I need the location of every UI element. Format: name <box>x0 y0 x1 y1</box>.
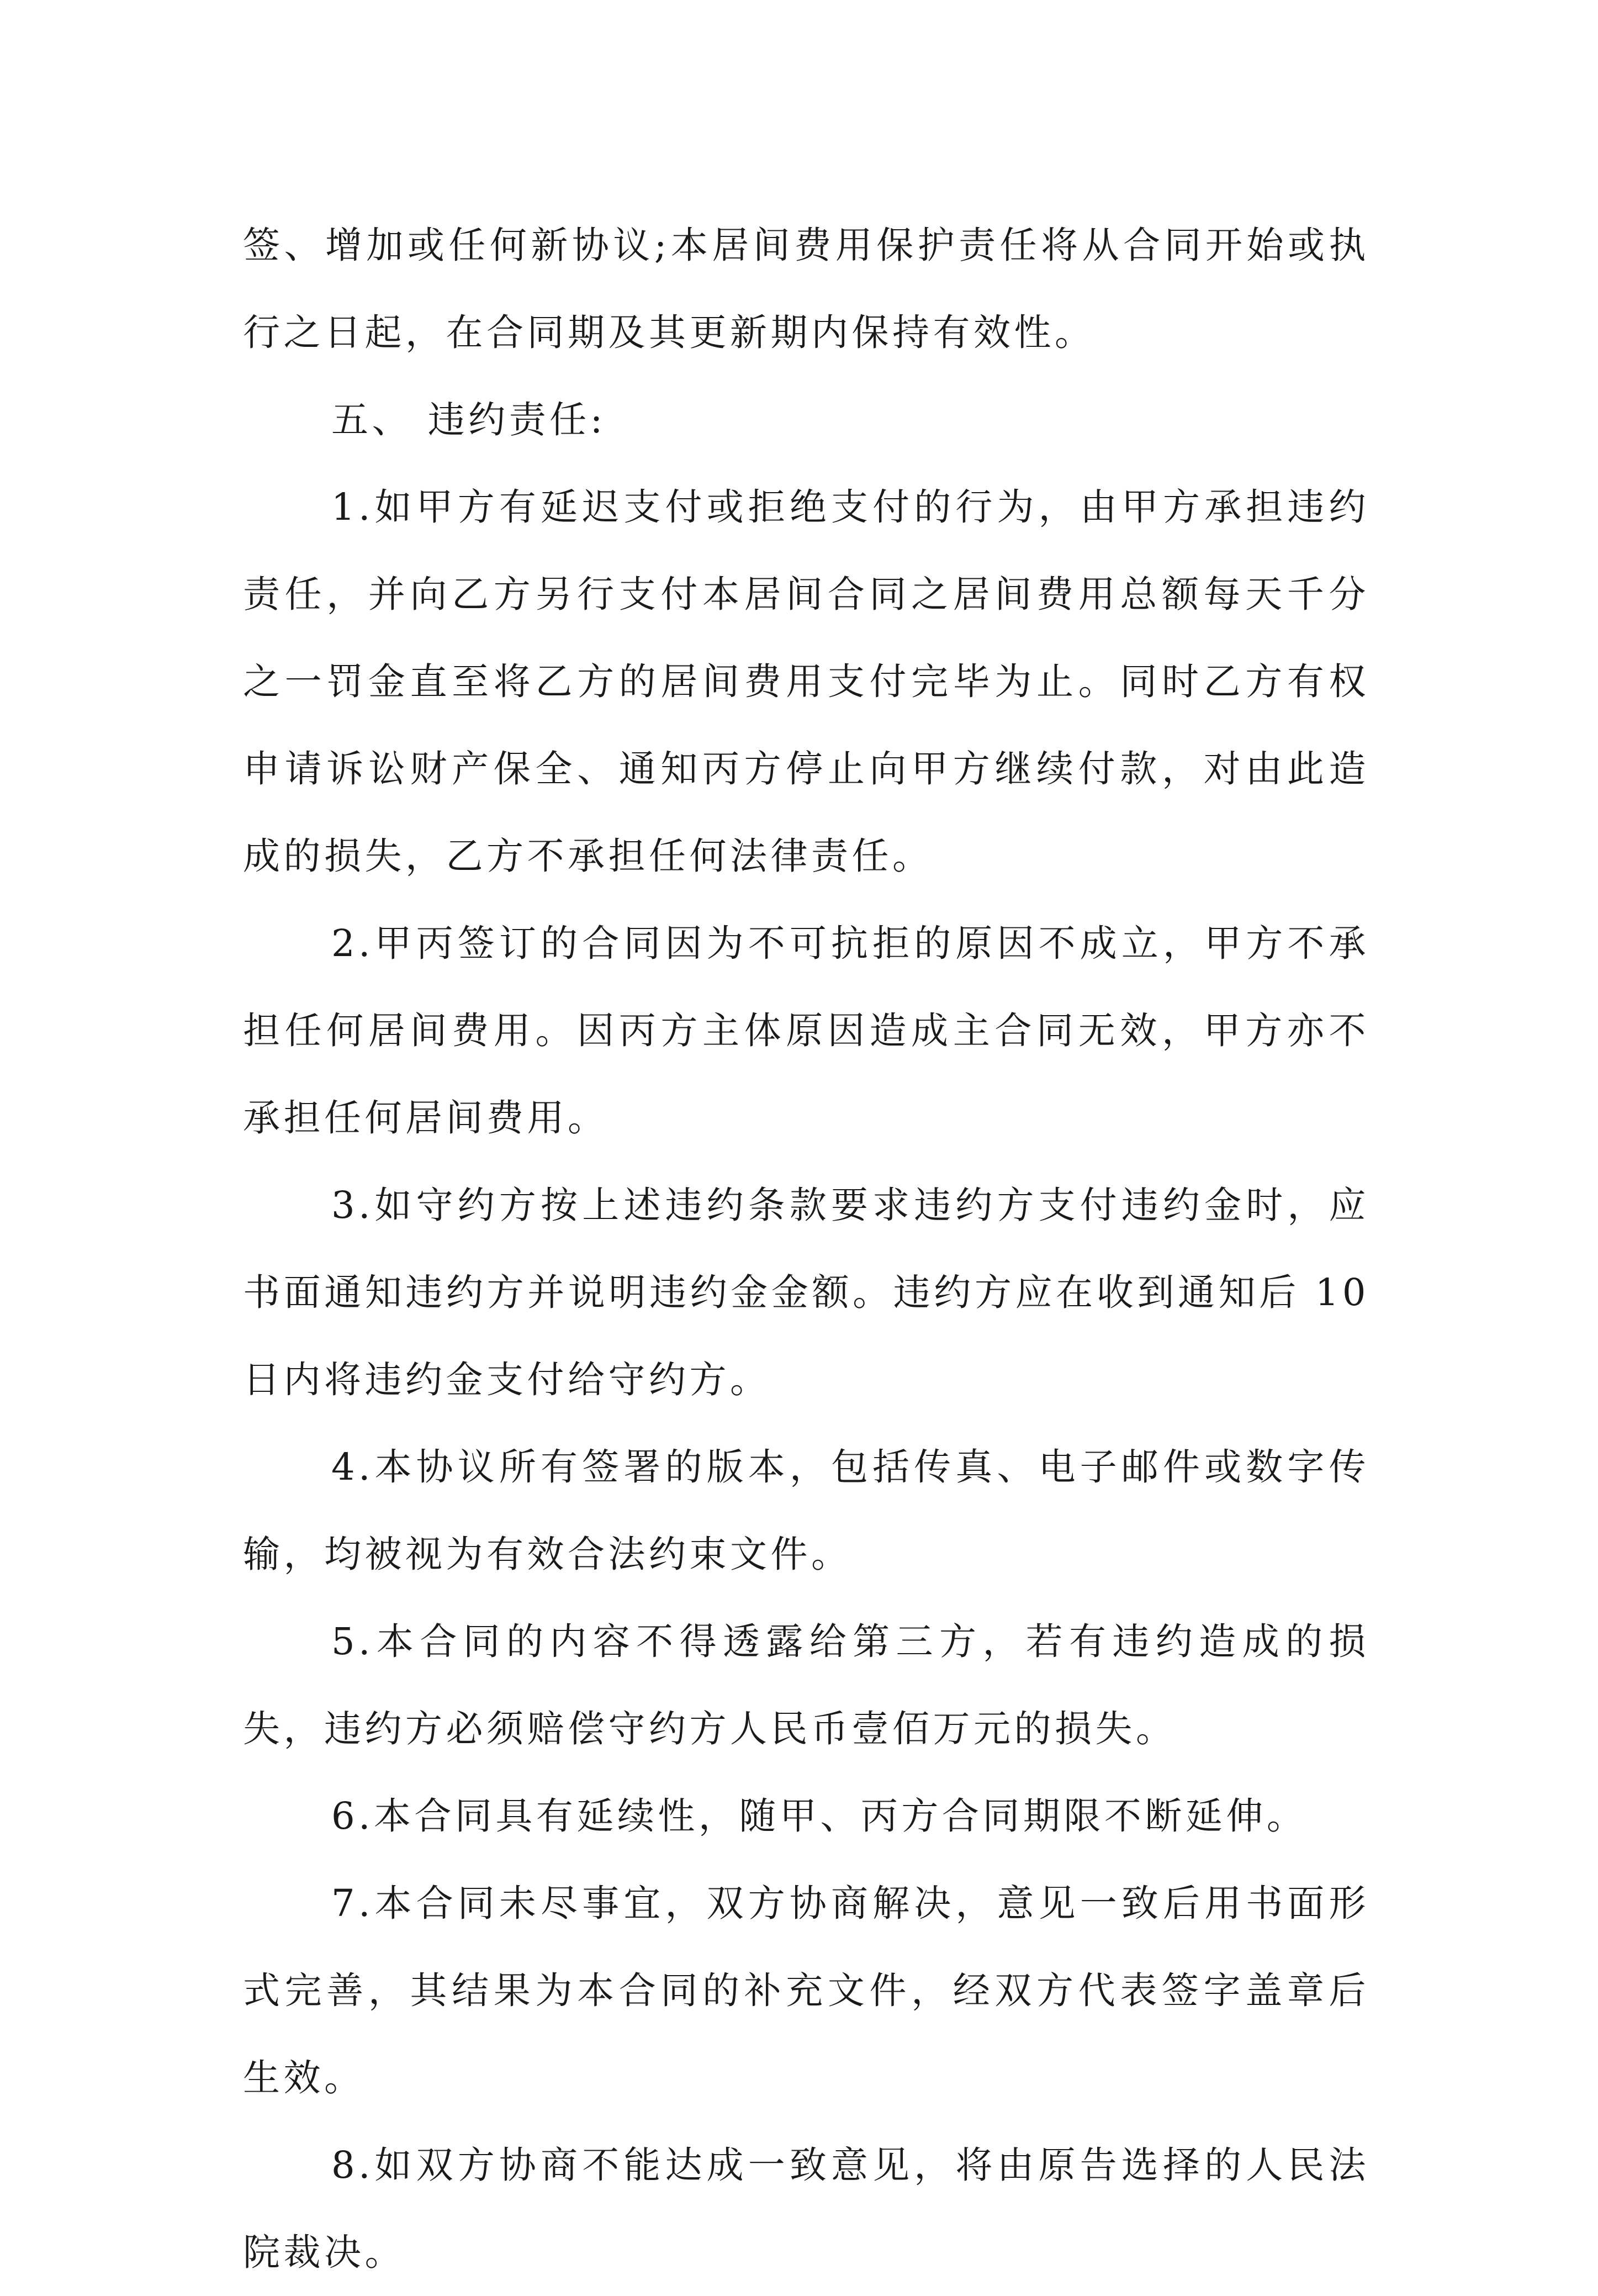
clause-8-dispute-resolution: 8.如双方协商不能达成一致意见，将由原告选择的人民法院裁决。 <box>243 2144 1369 2274</box>
clause-2-force-majeure: 2.甲丙签订的合同因为不可抗拒的原因不成立，甲方不承担任何居间费用。因丙方主体原因造成主合同无效，甲方亦不承担任何居间费用。 <box>243 922 1369 1139</box>
document-body <box>243 202 1369 2296</box>
section-heading-breach-liability: 五、 违约责任: <box>331 398 606 441</box>
clause-4-signed-versions: 4.本协议所有签署的版本，包括传真、电子邮件或数字传输，均被视为有效合法约束文件。 <box>243 1445 1369 1576</box>
clause-5-confidentiality: 5.本合同的内容不得透露给第三方，若有违约造成的损失，违约方必须赔偿守约方人民币壹佰万元的损失。 <box>243 1620 1369 1750</box>
clause-1-late-payment: 1.如甲方有延迟支付或拒绝支付的行为，由甲方承担违约责任，并向乙方另行支付本居间合同之居间费用总额每天千分之一罚金直至将乙方的居间费用支付完毕为止。同时乙方有权申请诉讼财产保全、通知丙方停止向甲方继续付款，对由此造成的损失，乙方不承担任何法律责任。 <box>243 485 1369 878</box>
paragraph-continued-clause: 签、增加或任何新协议;本居间费用保护责任将从合同开始或执行之日起，在合同期及其更新期内保持有效性。 <box>243 224 1369 354</box>
clause-6-continuity: 6.本合同具有延续性，随甲、丙方合同期限不断延伸。 <box>331 1794 1308 1838</box>
clause-7-supplementary: 7.本合同未尽事宜，双方协商解决，意见一致后用书面形式完善，其结果为本合同的补充文件，经双方代表签字盖章后生效。 <box>243 1882 1369 2099</box>
clause-3-penalty-notice: 3.如守约方按上述违约条款要求违约方支付违约金时，应书面通知违约方并说明违约金金额。违约方应在收到通知后 10 日内将违约金支付给守约方。 <box>243 1184 1369 1401</box>
